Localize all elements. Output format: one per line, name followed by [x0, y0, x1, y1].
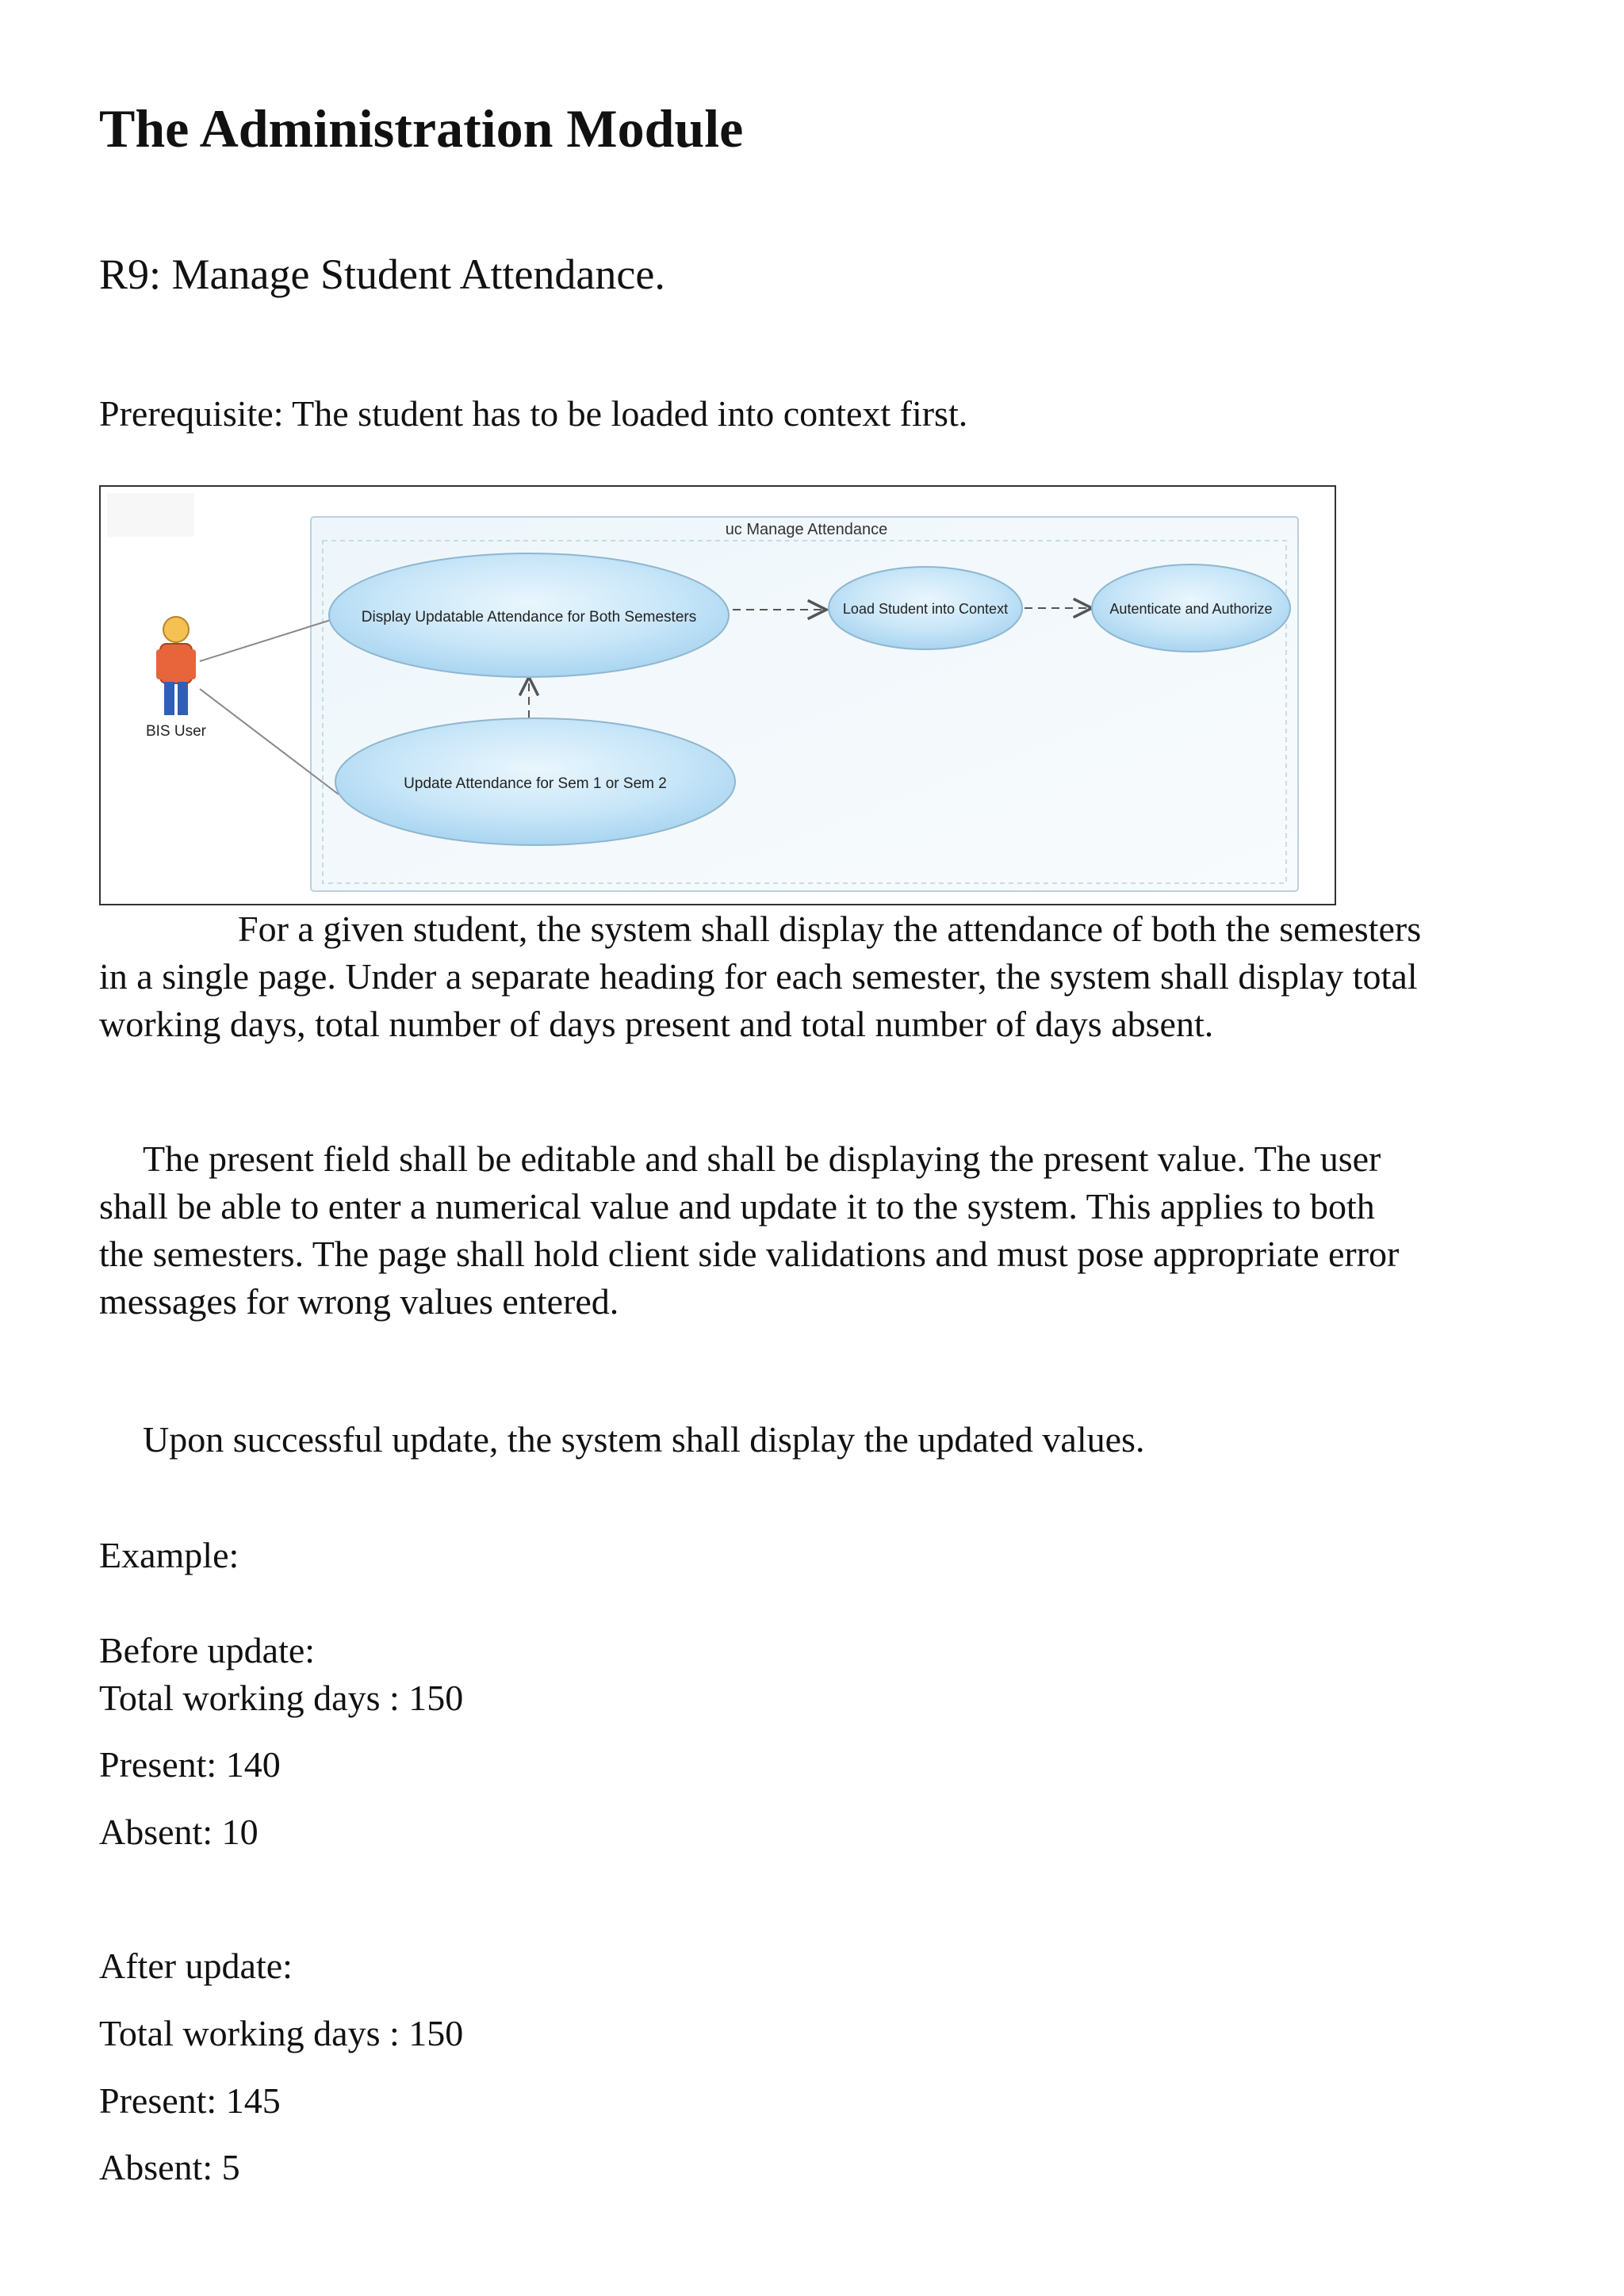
- svg-text:Display Updatable Attendance f: Display Updatable Attendance for Both Semesters: [361, 609, 697, 626]
- paragraph-display: [99, 905, 1542, 1048]
- placeholder-box: [107, 493, 194, 537]
- paragraph-line: For a given student, the system shall display the attendance of both the semesters: [238, 909, 1422, 949]
- use-case-diagram: [99, 485, 1336, 905]
- before-present: Present: 140: [99, 1744, 281, 1785]
- example-label: Example:: [99, 1535, 239, 1575]
- paragraph-line: the semesters. The page shall hold client side validations and must pose appropriate error: [99, 1234, 1400, 1274]
- after-total-working-days: Total working days : 150: [99, 2013, 464, 2053]
- after-absent: Absent: 5: [99, 2147, 240, 2187]
- paragraph-editable: [99, 1135, 1542, 1326]
- paragraph-update-result: Upon successful update, the system shall display the updated values.: [143, 1419, 1145, 1460]
- after-update-label: After update:: [99, 1946, 293, 1986]
- actor-icon: [156, 617, 196, 715]
- use-case-update: [335, 718, 735, 845]
- paragraph-line: messages for wrong values entered.: [99, 1281, 619, 1322]
- use-case-auth: [1092, 564, 1290, 652]
- diagram-frame-label: uc Manage Attendance: [725, 521, 888, 538]
- paragraph-line: in a single page. Under a separate heading for each semester, the system shall display total: [99, 956, 1418, 997]
- before-absent: Absent: 10: [99, 1812, 259, 1852]
- before-update-label: Before update:: [99, 1630, 316, 1670]
- paragraph-line: The present field shall be editable and shall be displaying the present value. The user: [143, 1138, 1381, 1179]
- paragraph-line: working days, total number of days present and total number of days absent.: [99, 1004, 1214, 1044]
- use-case-display: [329, 553, 729, 677]
- svg-text:Autenticate and Authorize: Autenticate and Authorize: [1109, 601, 1273, 617]
- prerequisite-text: Prerequisite: The student has to be loaded into context first.: [99, 393, 968, 434]
- use-case-load: [829, 567, 1022, 649]
- paragraph-line: shall be able to enter a numerical value and update it to the system. This applies to both: [99, 1186, 1375, 1226]
- svg-text:Update Attendance for Sem 1 or: Update Attendance for Sem 1 or Sem 2: [404, 775, 667, 792]
- page-title: The Administration Module: [99, 98, 744, 159]
- actor-label: BIS User: [145, 723, 207, 740]
- requirement-heading: R9: Manage Student Attendance.: [99, 251, 665, 298]
- before-total-working-days: Total working days : 150: [99, 1678, 464, 1718]
- svg-text:Load Student into Context: Load Student into Context: [842, 601, 1009, 617]
- after-present: Present: 145: [99, 2080, 281, 2121]
